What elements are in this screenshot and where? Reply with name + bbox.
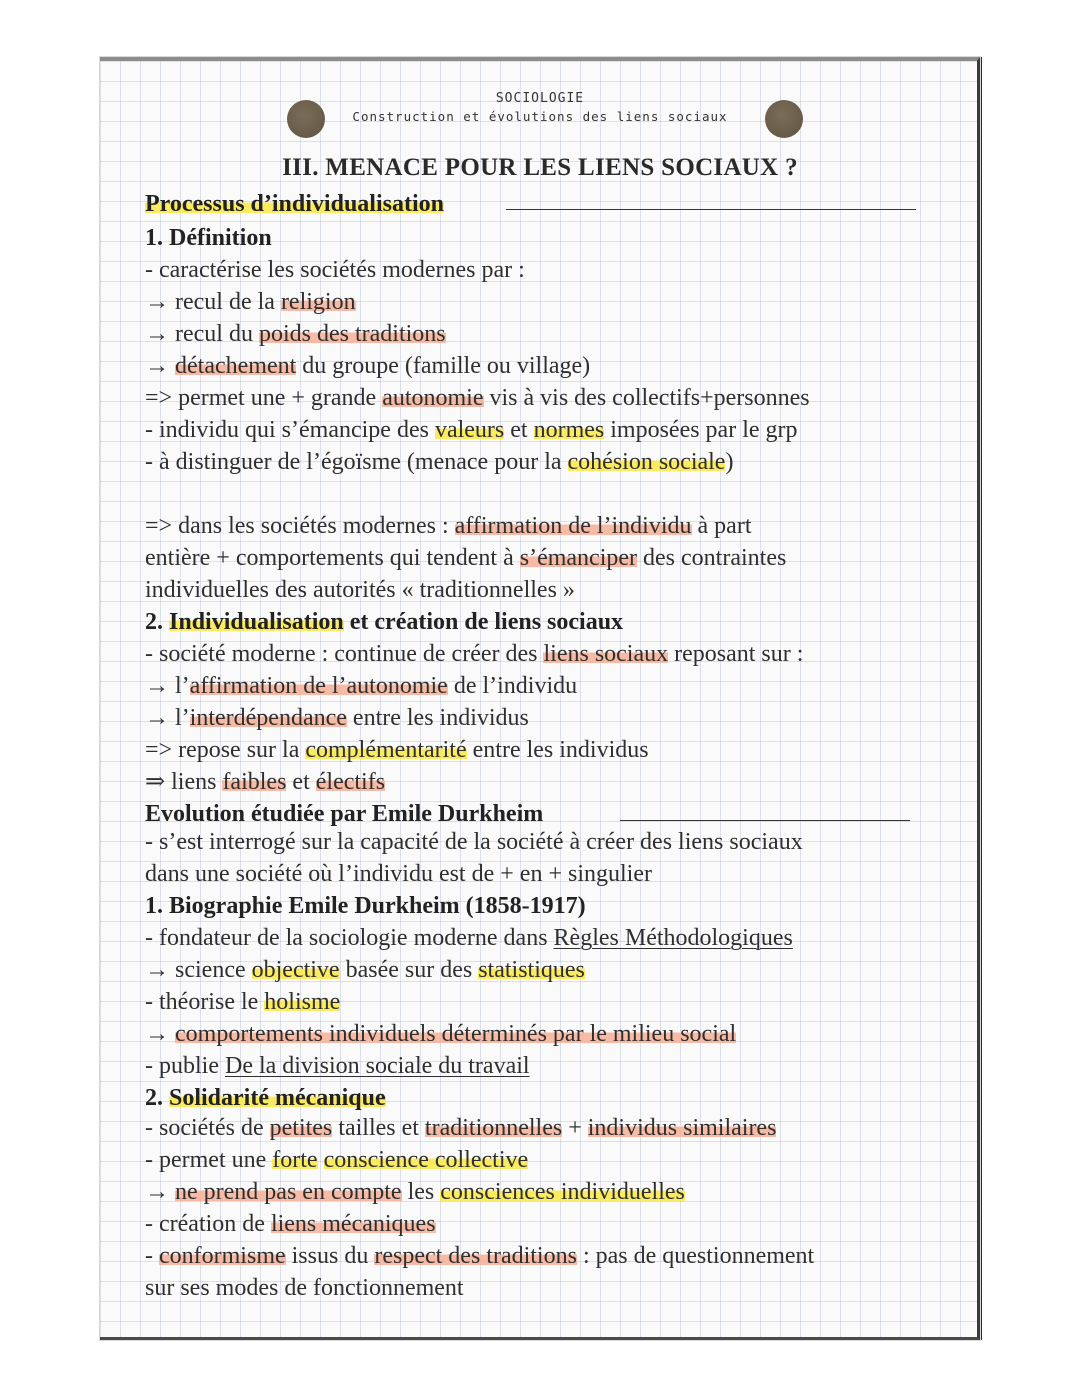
note-line: ⇒ liens faibles et électifs: [145, 769, 386, 795]
section-heading: Evolution étudiée par Emile Durkheim: [145, 801, 544, 827]
note-line: - s’est interrogé sur la capacité de la société à créer des liens sociaux: [145, 829, 803, 855]
note-line: - fondateur de la sociologie moderne dans Règles Méthodologiques: [145, 925, 793, 951]
note-line: => repose sur la complémentarité entre les individus: [145, 737, 649, 763]
heading-rule: [620, 820, 910, 821]
subheading: 1. Définition: [145, 225, 272, 251]
note-line: - permet une forte conscience collective: [145, 1147, 529, 1173]
header-chapter: Construction et évolutions des liens sociaux: [352, 109, 728, 124]
note-line: individuelles des autorités « traditionnelles »: [145, 577, 575, 603]
note-line: → détachement du groupe (famille ou village): [145, 353, 591, 379]
note-line: => dans les sociétés modernes : affirmation de l’individu à part: [145, 513, 752, 539]
note-line: dans une société où l’individu est de + en + singulier: [145, 861, 652, 887]
header-subject: SOCIOLOGIE: [495, 91, 585, 106]
section-heading: Processus d’individualisation: [145, 191, 444, 217]
note-line: → l’affirmation de l’autonomie de l’individu: [145, 673, 578, 699]
note-line: sur ses modes de fonctionnement: [145, 1275, 464, 1301]
note-line: - publie De la division sociale du travail: [145, 1053, 530, 1079]
subheading: 2. Individualisation et création de liens sociaux: [145, 609, 624, 635]
note-line: → comportements individuels déterminés par le milieu social: [145, 1021, 737, 1047]
note-line: - création de liens mécaniques: [145, 1211, 436, 1237]
note-line: - théorise le holisme: [145, 989, 341, 1015]
subheading: 2. Solidarité mécanique: [145, 1085, 386, 1111]
note-line: → recul de la religion: [145, 289, 356, 315]
note-line: => permet une + grande autonomie vis à vis des collectifs+personnes: [145, 385, 810, 411]
note-line: - société moderne : continue de créer des liens sociaux reposant sur :: [145, 641, 804, 667]
note-line: - conformisme issus du respect des traditions : pas de questionnement: [145, 1243, 815, 1269]
note-line: → ne prend pas en compte les consciences individuelles: [145, 1179, 685, 1205]
notebook-sheet: [100, 57, 980, 1340]
note-line: → l’interdépendance entre les individus: [145, 705, 529, 731]
note-line: → recul du poids des traditions: [145, 321, 446, 347]
heading-rule: [506, 209, 916, 210]
page-title: III. MENACE POUR LES LIENS SOCIAUX ?: [282, 154, 798, 181]
note-line: - individu qui s’émancipe des valeurs et normes imposées par le grp: [145, 417, 798, 443]
note-line: - à distinguer de l’égoïsme (menace pour la cohésion sociale): [145, 449, 734, 475]
note-line: - sociétés de petites tailles et traditionnelles + individus similaires: [145, 1115, 777, 1141]
note-line: - caractérise les sociétés modernes par :: [145, 257, 525, 283]
note-line: → science objective basée sur des statistiques: [145, 957, 585, 983]
note-line: entière + comportements qui tendent à s’émanciper des contraintes: [145, 545, 787, 571]
subheading: 1. Biographie Emile Durkheim (1858-1917): [145, 893, 586, 919]
